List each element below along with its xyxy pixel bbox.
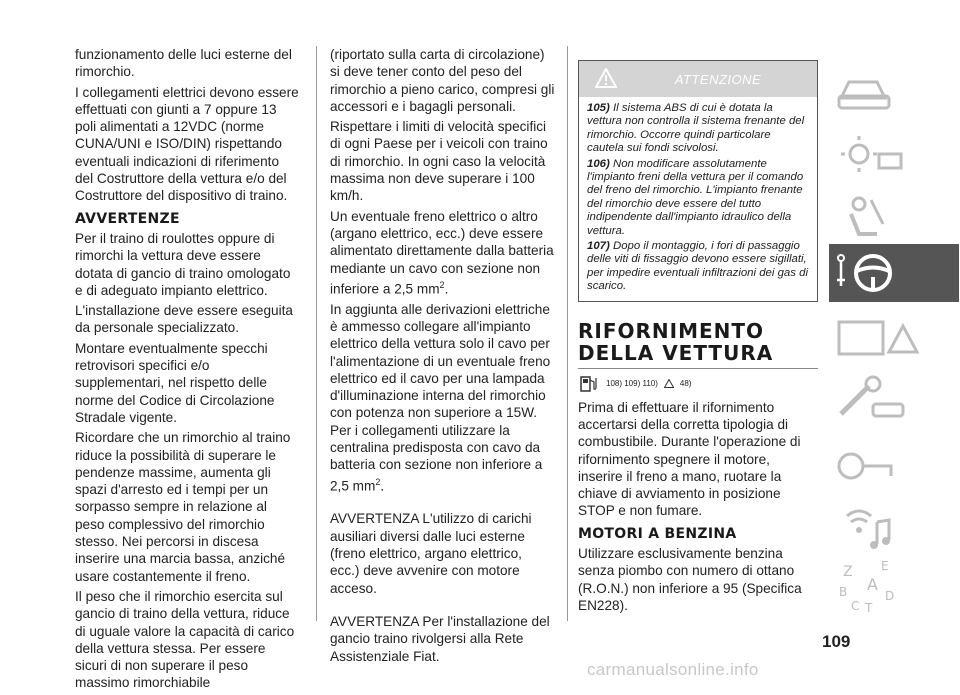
paragraph: Il peso che il rimorchio esercita sul gancio di traino della vettura, riduce di uguale valore la capacità di carico della vettura stessa. Per essere sicuri di non superare il peso massimo rimorchiabile <box>75 588 295 691</box>
multimedia-icon <box>829 500 959 562</box>
technical-data-icon <box>829 436 959 498</box>
paragraph: In aggiunta alle derivazioni elettriche è ammesso collegare all'impianto elettrico della vettura solo il cavo per l'alimentazione di un eventuale freno elettrico ed il cavo per una lampada d'illuminazione interna del rimorchio con potenza non superiore a 15W. Per i collegamenti utilizzare la centralina predisposta con cavo da batteria con sezione non inferiore a 2,5 $mm^2$. <box>330 301 551 494</box>
warning-item: 107) Dopo il montaggio, i fori di passaggio delle viti di fissaggio devono essere sigillati, per impedire eventuali infiltrazioni dei gas di scarico. <box>587 240 808 293</box>
fuel-pump-icon <box>578 374 600 394</box>
car-icon <box>829 60 959 122</box>
warning-body <box>579 97 817 301</box>
warning-triangle-icon <box>664 379 674 388</box>
warning-lights-icon <box>829 124 959 186</box>
subheading-motori-a-benzina: MOTORI A BENZINA <box>578 525 737 542</box>
steering-wheel-icon <box>829 244 959 302</box>
paragraph: funzionamento delle luci esterne del rimorchio. <box>75 47 292 80</box>
emergency-icon <box>829 308 959 370</box>
wrench-car-icon <box>829 372 959 434</box>
paragraph: Rispettare i limiti di velocità specifici di ogni Paese per i veicoli con traino di rimorchio. In ogni caso la velocità massima non deve superare i 100 km/h. <box>330 119 548 204</box>
chapter-tab-technical-data[interactable] <box>829 436 959 498</box>
paragraph: Un eventuale freno elettrico o altro (argano elettrico, ecc.) deve essere alimentato direttamente dalla batteria mediante un cavo con sezione non inferiore a 2,5 $mm^2$. <box>330 208 554 297</box>
chapter-tab-index[interactable] <box>829 556 959 616</box>
warning-item: 105) Il sistema ABS di cui è dotata la vettura non controlla il sistema frenante del rimorchio. Occorre quindi particolare cautela sui fondi scivolosi. <box>587 102 805 155</box>
warning-title: ATTENZIONE <box>674 72 762 87</box>
watermark: carmanualsonline.info <box>587 660 759 679</box>
warning-item: 106) Non modificare assolutamente l'impianto freni della vettura per il comando del freno del rimorchio. L'impianto frenante del rimorchio deve essere del tutto indipendente dall'impianto idraulico della vettura. <box>587 157 804 237</box>
index-letter: Z <box>843 564 853 580</box>
index-letter: A <box>867 575 878 594</box>
paragraph: Ricordare che un rimorchio al traino riduce la possibilità di superare le pendenze massime, aumenta gli spazi d'arresto ed i tempi per un sorpasso sempre in relazione al peso complessivo del rimorchio stesso. Nei percorsi in discesa inserire una marcia bassa, anziché usare costantemente il freno. <box>75 430 291 584</box>
reference-note: 48) <box>679 379 692 389</box>
paragraph: I collegamenti elettrici devono essere effettuati con giunti a 7 oppure 13 poli alimentati a 12VDC (norme CUNA/UNI e ISO/DIN) rispettando eventuali indicazioni di riferimento del Costruttore della vettura e/o del Costruttore del dispositivo di traino. <box>75 84 299 204</box>
column-divider <box>567 46 568 621</box>
paragraph: AVVERTENZA L'utilizzo di carichi ausiliari diversi dalle luci esterne (freno elettrico, argano elettrico, ecc.) deve avvenire con motore acceso. <box>330 511 532 596</box>
paragraph: L'installazione deve essere eseguita da personale specializzato. <box>75 303 293 336</box>
chapter-tab-emergency[interactable] <box>829 308 959 370</box>
text-column-3 <box>578 60 818 617</box>
column-divider <box>316 46 317 621</box>
page-number: 109 <box>822 632 851 651</box>
warning-box <box>578 60 818 302</box>
index-letter: D <box>885 589 895 603</box>
paragraph: Prima di effettuare il rifornimento accertarsi della corretta tipologia di combustibile. Durante l'operazione di rifornimento spegnere il motore, inserire il freno a mano, ruotare la chiave di avviamento in posizione STOP e non fumare. <box>578 399 801 519</box>
paragraph: AVVERTENZA Per l'installazione del gancio traino rivolgersi alla Rete Assistenziale Fiat. <box>330 613 550 664</box>
chapter-tab-maintenance[interactable] <box>829 372 959 434</box>
chapter-tab-dashboard[interactable] <box>829 60 959 122</box>
subheading-avvertenze: AVVERTENZE <box>75 210 180 227</box>
index-letter: E <box>881 559 889 573</box>
paragraph: Montare eventualmente specchi retrovisori specifici e/o supplementari, nel rispetto delle norme del Codice di Circolazione Stradale vigente. <box>75 340 275 425</box>
index-letter: T <box>865 601 873 615</box>
warning-header <box>579 61 817 97</box>
chapter-tab-safety[interactable] <box>829 188 959 250</box>
index-letter: B <box>839 585 848 599</box>
reference-numbers: 108) 109) 110) <box>606 379 658 389</box>
section-title: RIFORNIMENTO DELLA VETTURA <box>578 320 818 369</box>
paragraph: Utilizzare esclusivamente benzina senza piombo con numero di ottano (R.O.N.) non inferiore a 95 (Specifica EN228). <box>578 546 802 613</box>
chapter-tab-driving[interactable] <box>829 244 959 302</box>
reference-row <box>578 373 818 395</box>
text-column-1 <box>75 46 300 695</box>
paragraph: Per il traino di roulottes oppure di rimorchi la vettura deve essere dotata di gancio di traino omologato e di adeguato impianto elettrico. <box>75 230 291 298</box>
chapter-tab-multimedia[interactable] <box>829 500 959 562</box>
text-column-2 <box>330 46 555 668</box>
index-letter: C <box>851 599 860 613</box>
alphabet-index-icon <box>829 556 959 616</box>
paragraph: (riportato sulla carta di circolazione) si deve tener conto del peso del rimorchio a pieno carico, compresi gli accessori e i bagagli personali. <box>330 47 555 114</box>
seat-airbag-icon <box>829 188 959 250</box>
chapter-tab-lights[interactable] <box>829 124 959 186</box>
